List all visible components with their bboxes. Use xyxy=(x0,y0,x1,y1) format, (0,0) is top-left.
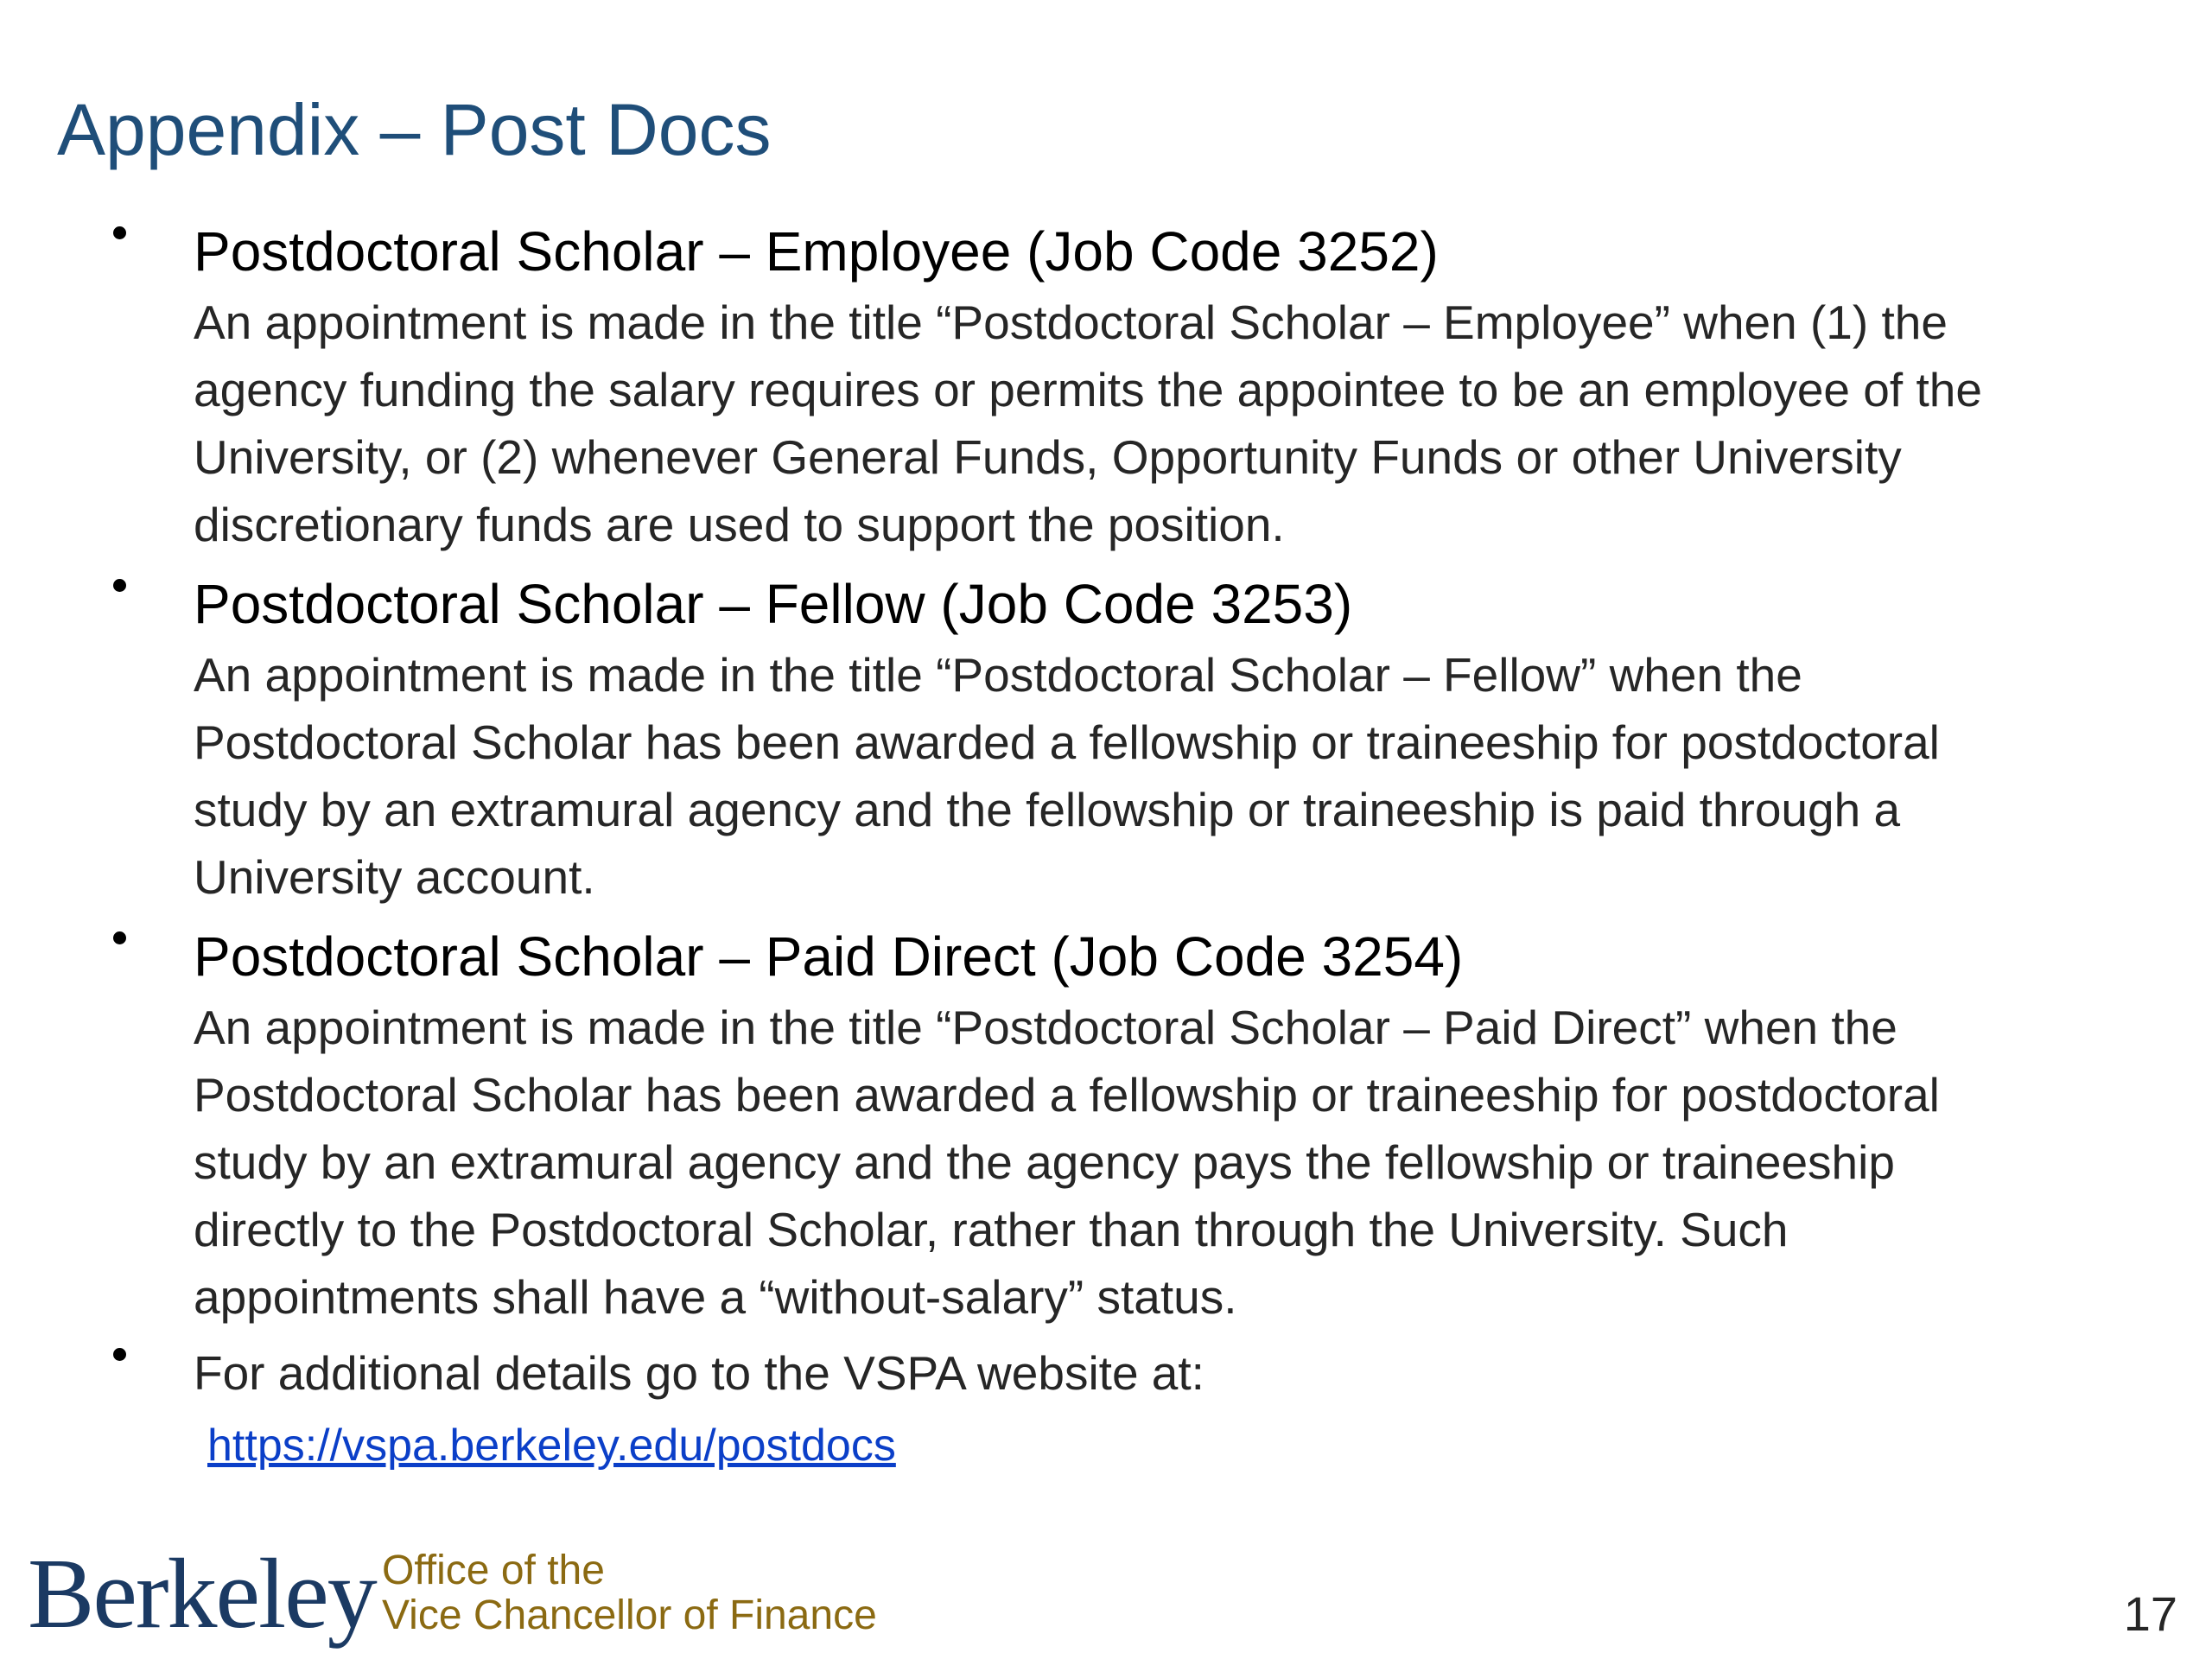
berkeley-logo: Berkeley xyxy=(28,1539,376,1649)
bullet-item-employee xyxy=(0,214,2212,558)
body-line: Postdoctoral Scholar has been awarded a fellowship or traineeship for postdoctoral xyxy=(194,1068,1940,1122)
body-line: discretionary funds are used to support the position. xyxy=(194,498,1285,551)
body-line: study by an extramural agency and the agency pays the fellowship or traineeship xyxy=(194,1135,1895,1189)
spacer xyxy=(0,558,2212,567)
bullet-dot-icon xyxy=(113,226,126,239)
bullet-heading: Postdoctoral Scholar – Employee (Job Code 3252) xyxy=(194,220,1439,283)
body-line: An appointment is made in the title “Postdoctoral Scholar – Fellow” when the xyxy=(194,648,1802,702)
slide-title: Appendix – Post Docs xyxy=(57,89,772,170)
bullet-body xyxy=(194,641,2160,911)
bullet-item-additional xyxy=(0,1339,2212,1476)
spacer xyxy=(0,911,2212,919)
vspa-link[interactable]: https://vspa.berkeley.edu/postdocs xyxy=(207,1421,896,1471)
office-line-2: Vice Chancellor of Finance xyxy=(382,1592,877,1638)
body-line: University account. xyxy=(194,850,595,904)
body-line: Postdoctoral Scholar has been awarded a fellowship or traineeship for postdoctoral xyxy=(194,715,1940,769)
bullet-body xyxy=(194,289,2160,558)
bullet-item-fellow xyxy=(0,567,2212,911)
bullet-dot-icon xyxy=(113,1348,126,1361)
bullet-dot-icon xyxy=(113,931,126,944)
office-line-1: Office of the xyxy=(382,1548,605,1593)
body-line: agency funding the salary requires or permits the appointee to be an employee of the xyxy=(194,363,1982,416)
bullet-list xyxy=(0,214,2212,1476)
body-line: study by an extramural agency and the fellowship or traineeship is paid through a xyxy=(194,783,1901,836)
body-line: An appointment is made in the title “Postdoctoral Scholar – Employee” when (1) the xyxy=(194,296,1948,349)
bullet-dot-icon xyxy=(113,579,126,592)
additional-details-text: For additional details go to the VSPA website at: xyxy=(194,1346,1205,1400)
body-line: directly to the Postdoctoral Scholar, rather than through the University. Such xyxy=(194,1203,1789,1256)
body-line: University, or (2) whenever General Funds, Opportunity Funds or other University xyxy=(194,430,1902,484)
body-line: appointments shall have a “without-salary” status. xyxy=(194,1270,1237,1324)
bullet-heading: Postdoctoral Scholar – Fellow (Job Code 3253) xyxy=(194,573,1353,635)
page-number: 17 xyxy=(2123,1586,2177,1641)
bullet-body xyxy=(194,994,2160,1331)
bullet-heading: Postdoctoral Scholar – Paid Direct (Job Code 3254) xyxy=(194,925,1464,988)
spacer xyxy=(0,1331,2212,1339)
bullet-item-paid-direct xyxy=(0,919,2212,1331)
body-line: An appointment is made in the title “Postdoctoral Scholar – Paid Direct” when the xyxy=(194,1001,1897,1054)
office-name xyxy=(382,1548,877,1638)
